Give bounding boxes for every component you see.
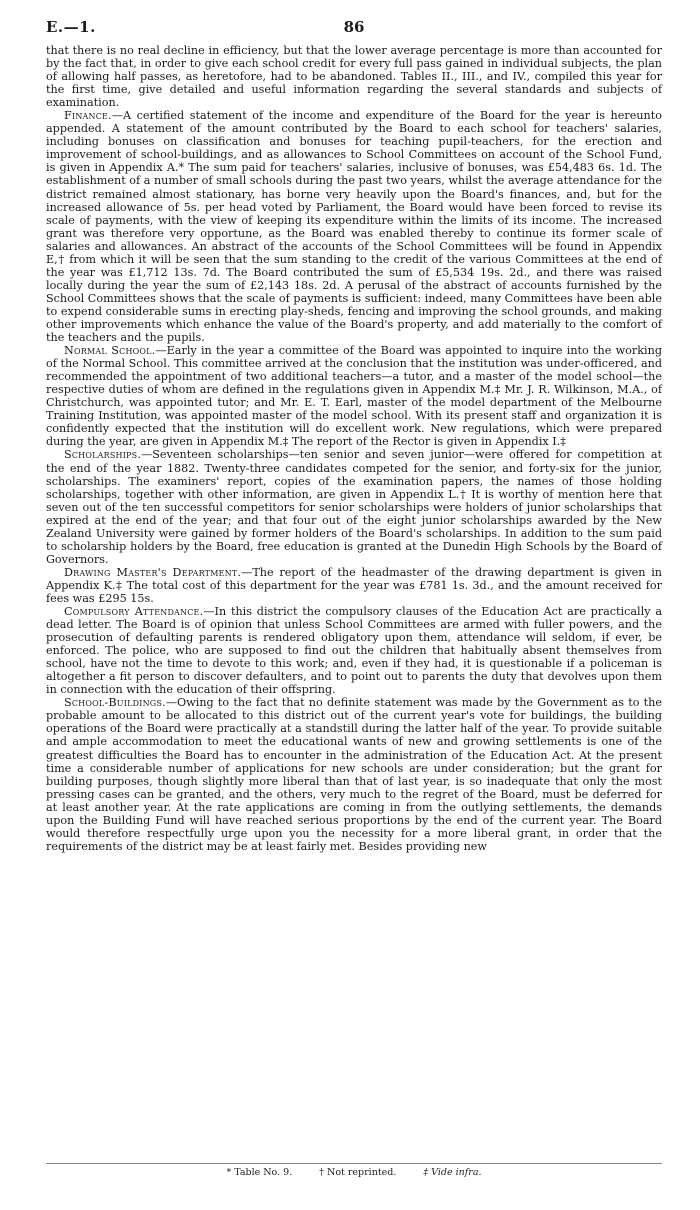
- paragraph-intro: that there is no real decline in efficiency, but that the lower average percentage is more than accounted for by the fact that, in order to give each school credit for every full pass gained in individual subjects, the plan of allowing half passes, as heretofore, had to be abandoned. Tables II., III., and IV., compiled this year for the first time, give detailed and useful information regarding the several standards and subjects of examination.: [46, 44, 662, 110]
- section-heading: Normal School.: [64, 344, 156, 358]
- section-heading: Compulsory Attendance.: [64, 605, 204, 619]
- section-heading: Finance.: [64, 109, 112, 123]
- footnote-vide-infra: ‡ Vide infra.: [423, 1167, 482, 1178]
- paragraph-finance: Finance.—A certified statement of the income and expenditure of the Board for the year is hereunto appended. A statement of the amount contributed by the Board to each school for teachers' salaries, including bonuses on classification and bonuses for teaching pupil-teachers, for the erection and improvement of school-buildings, and as allowances to School Committees on account of the School Fund, is given in Appendix A.* The sum paid for teachers' salaries, inclusive of bonuses, was £54,483 6s. 1d. The establishment of a number of small schools during the past two years, whilst the average attendance for the district remained almost stationary, has borne very heavily upon the Board's finances, and, but for the increased allowance of 5s. per head voted by Parliament, the Board would have been forced to revise its scale of payments, with the view of keeping its expenditure within the limits of its income. The increased grant was therefore very opportune, as the Board was enabled thereby to continue its former scale of salaries and allowances. An abstract of the accounts of the School Committees will be found in Appendix E,† from which it will be seen that the sum standing to the credit of the various Committees at the end of the year was £1,712 13s. 7d. The Board contributed the sum of £5,534 19s. 2d., and there was raised locally during the year the sum of £2,143 18s. 2d. A perusal of the abstract of accounts furnished by the School Committees shows that the scale of payments is sufficient: indeed, many Committees have been able to expend considerable sums in erecting play-sheds, fencing and improving the school grounds, and making other improvements which enhance the value of the Board's property, and add materially to the comfort of the teachers and the pupils.: [46, 109, 662, 345]
- footnote-divider: [46, 1163, 662, 1164]
- section-heading: Drawing Master's Department.: [64, 565, 242, 579]
- page-header: [46, 18, 662, 42]
- section-heading: Scholarships.: [64, 448, 142, 462]
- document-code: E.—1.: [46, 18, 96, 36]
- page-number: 86: [343, 18, 365, 36]
- paragraph-normal-school: Normal School.—Early in the year a committee of the Board was appointed to inquire into the working of the Normal School. This committee arrived at the conclusion that the institution was under-officered, and recommended the appointment of two additional teachers—a tutor, and a master of the model school—the respective duties of whom are defined in the regulations given in Appendix M.‡ Mr. J. R. Wilkinson, M.A., of Christchurch, was appointed tutor; and Mr. E. T. Earl, master of the model department of the Melbourne Training Institution, was appointed master of the model school. With its present staff and organization it is confidently expected that the institution will do excellent work. New regulations, which were prepared during the year, are given in Appendix M.‡ The report of the Rector is given in Appendix I.‡: [46, 344, 662, 449]
- footnote-not-reprinted: † Not reprinted.: [319, 1167, 397, 1178]
- section-heading: School-Buildings.: [64, 696, 166, 710]
- paragraph-school-buildings: School-Buildings.—Owing to the fact that no definite statement was made by the Government as to the probable amount to be allocated to this district out of the current year's vote for buildings, the building operations of the Board were practically at a standstill during the latter half of the year. To provide suitable and ample accommodation to meet the educational wants of new and growing settlements is one of the greatest difficulties the Board has to encounter in the administration of the Education Act. At the present time a considerable number of applications for new schools are under consideration; but the grant for building purposes, though slightly more liberal than that of last year, is so inadequate that only the most pressing cases can be granted, and the others, very much to the regret of the Board, must be deferred for at least another year. At the rate applications are coming in from the outlying settlements, the demands upon the Building Fund will have reached serious proportions by the end of the current year. The Board would therefore respectfully urge upon you the necessity for a more liberal grant, in order that the requirements of the district may be at least fairly met. Besides providing new: [46, 696, 662, 853]
- paragraph-compulsory-attendance: Compulsory Attendance.—In this district the compulsory clauses of the Education Act are practically a dead letter. The Board is of opinion that unless School Committees are armed with fuller powers, and the prosecution of defaulting parents is rendered obligatory upon them, attendance will seldom, if ever, be enforced. The police, who are supposed to find out the children that habitually absent themselves from school, have not the time to devote to this work; and, even if they had, it is questionable if a policeman is altogether a fit person to discover defaulters, and to point out to parents the duty that devolves upon them in connection with the education of their offspring.: [46, 605, 663, 697]
- footnotes: [46, 1167, 662, 1178]
- paragraph-drawing-department: Drawing Master's Department.—The report of the headmaster of the drawing department is given in Appendix K.‡ The total cost of this department for the year was £781 1s. 3d., and the amount received for fees was £295 15s.: [46, 565, 663, 605]
- footnote-table: * Table No. 9.: [226, 1167, 293, 1178]
- body-text: [46, 44, 662, 853]
- paragraph-scholarships: Scholarships.—Seventeen scholarships—ten senior and seven junior—were offered for competition at the end of the year 1882. Twenty-three candidates competed for the senior, and forty-six for the junior, scholarships. The examiners' report, copies of the examination papers, the names of those holding scholarships, together with other information, are given in Appendix L.† It is worthy of mention here that seven out of the ten successful competitors for senior scholarships were holders of junior scholarships that expired at the end of the year; and that four out of the eight junior scholarships awarded by the New Zealand University were gained by former holders of the Board's scholarships. In addition to the sum paid to scholarship holders by the Board, free education is granted at the Dunedin High Schools by the Board of Governors.: [46, 448, 662, 566]
